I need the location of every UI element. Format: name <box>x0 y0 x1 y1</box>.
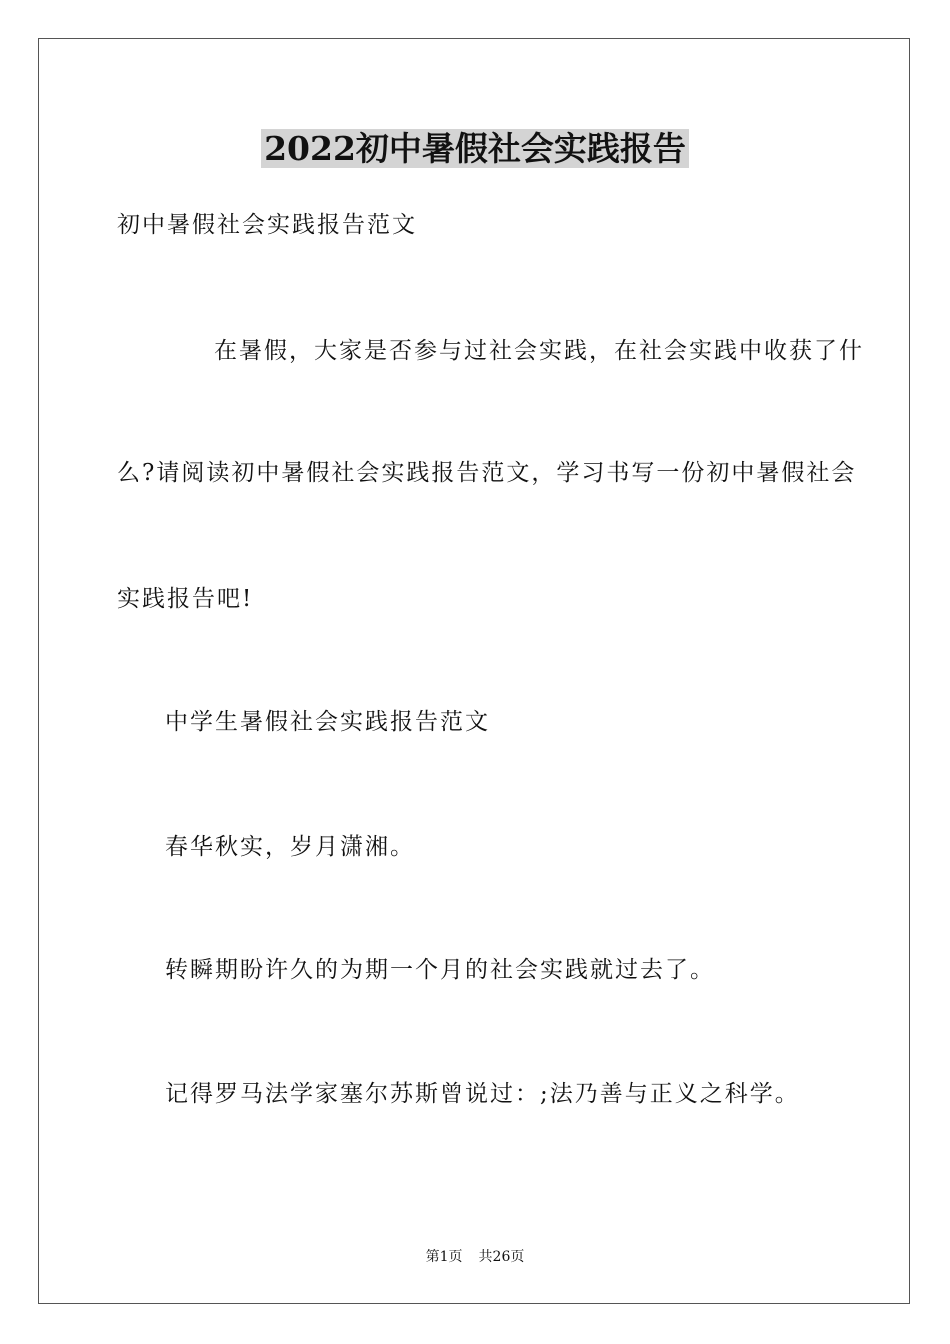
paragraph-line: 在暑假，大家是否参与过社会实践，在社会实践中收获了什 <box>214 338 864 364</box>
document-title-text: 2022初中暑假社会实践报告 <box>261 129 689 168</box>
subtitle-line: 初中暑假社会实践报告范文 <box>117 212 417 238</box>
document-title <box>0 124 950 174</box>
page-footer <box>0 1247 950 1267</box>
paragraph-line: 实践报告吧! <box>117 586 254 612</box>
paragraph-line: 记得罗马法学家塞尔苏斯曾说过：;法乃善与正义之科学。 <box>165 1081 800 1107</box>
paragraph-line: 转瞬期盼许久的为期一个月的社会实践就过去了。 <box>165 957 715 983</box>
page-number: 第1页 <box>425 1249 463 1265</box>
paragraph-line: 么?请阅读初中暑假社会实践报告范文，学习书写一份初中暑假社会 <box>117 460 857 486</box>
page-total: 共26页 <box>478 1249 525 1265</box>
paragraph-line: 春华秋实，岁月潇湘。 <box>165 834 415 860</box>
section-heading: 中学生暑假社会实践报告范文 <box>165 709 490 735</box>
